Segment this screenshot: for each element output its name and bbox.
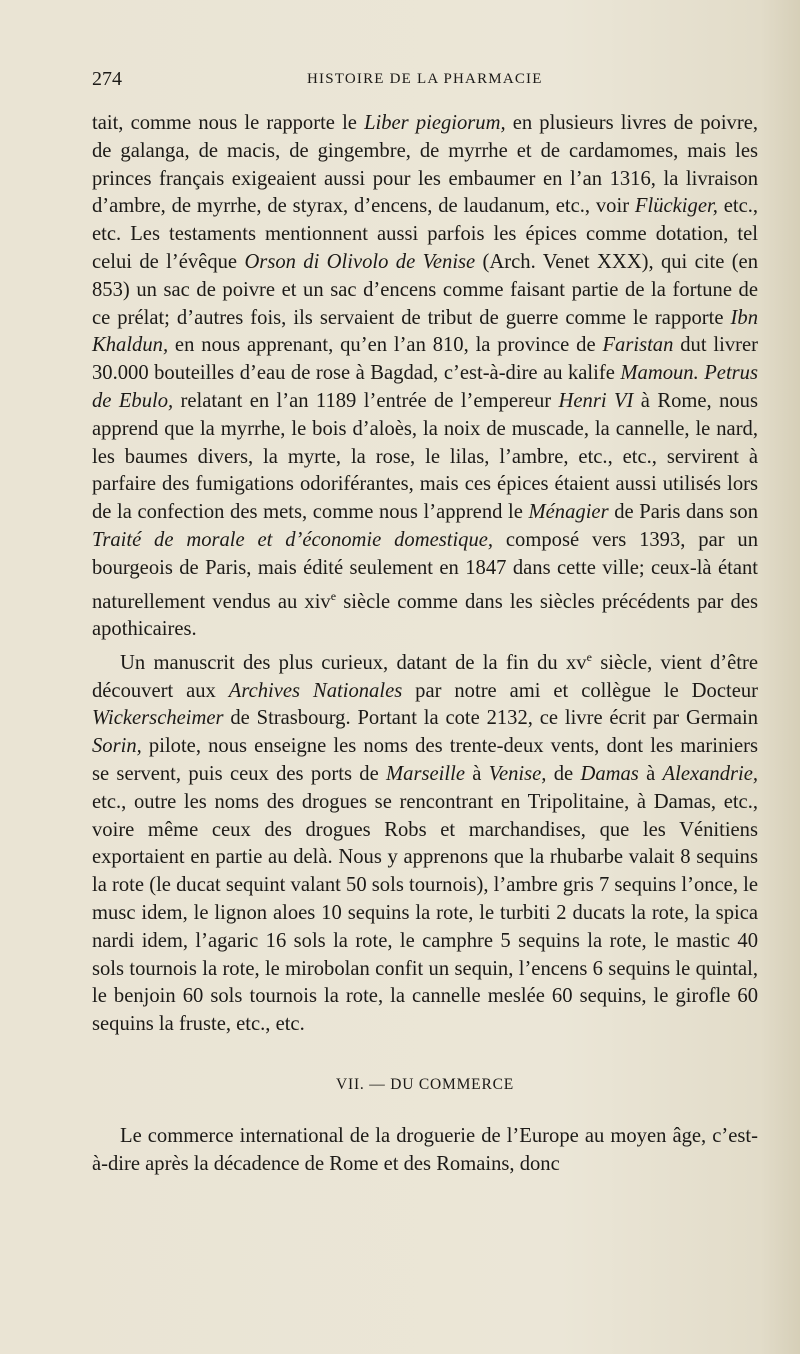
text-run: à <box>638 763 663 786</box>
text-run: etc., outre les noms des drogues se rencontrant en Tripolitaine, à Damas, etc., voire même ceux des drogues Robs et marchandises, que les Vénitiens exportaient en partie au delà. Nous y apprenons que la rhubarbe valait 8 sequins la rote (le ducat sequint valant 50 sols tournois), l’ambre gris 7 sequins l’once, le musc idem, le lignon aloes 10 sequins la rote, le turbiti 2 ducats la rote, la spica nardi idem, l’agaric 16 sols la rote, le camphre 5 sequins la rote, le mastic 40 sols tournois la rote, le mirobolan confit un sequin, l’encens 6 sequins le quintal, le benjoin 60 sols tournois la rote, la cannelle meslée 60 sequins, le girofle 60 sequins la fruste, etc., etc. <box>92 790 758 1036</box>
italic-place: Faristan <box>602 334 674 357</box>
text-run: en plusieurs livres de poivre, de galanga, de macis, de gingembre, de myrrhe et de cardamomes, mais les princes français exigeaient aussi pour les embaumer en l’an 1316, la livraison d’ambre, de myrrhe, de styrax, d’encens, de laudanum, etc., voir <box>92 112 758 218</box>
closing-text <box>92 1123 758 1179</box>
italic-place: Marseille <box>386 763 465 786</box>
text-run: à <box>464 763 489 786</box>
text-run: dut livrer 30.000 bouteilles d’eau de rose à Bagdad, c’est-à-dire au kalife <box>92 334 758 385</box>
italic-place: Damas <box>580 763 639 786</box>
paragraph-2 <box>92 644 758 1039</box>
superscript: e <box>330 588 337 603</box>
running-header <box>92 68 758 96</box>
text-run: par notre ami et collègue le Docteur <box>402 679 758 702</box>
italic-institution: Archives Nationales <box>228 679 403 702</box>
text-run: etc., etc. Les testaments mentionnent aussi parfois les épices comme dotation, tel celui de l’évêque <box>92 195 759 273</box>
text-run: de <box>546 763 581 786</box>
section-heading: VII. — DU COMMERCE <box>335 1076 514 1093</box>
text-run: siècle, vient d’être découvert aux <box>92 651 758 702</box>
text-run: de Strasbourg. Portant la cote 2132, ce livre écrit par Germain <box>223 707 758 730</box>
text-run: pilote, nous enseigne les noms des trente-deux vents, dont les mariniers se servent, puis ceux des ports de <box>92 735 758 786</box>
italic-name: Mamoun. Petrus de Ebulo, <box>92 362 758 412</box>
text-run: de Paris dans son <box>608 501 759 524</box>
italic-name: Henri VI <box>558 389 634 412</box>
text-run: Un manuscrit des plus curieux, datant de la fin du xv <box>120 651 587 674</box>
italic-name: Wickerscheimer <box>92 707 224 730</box>
text-run: relatant en l’an 1189 l’entrée de l’empereur <box>173 389 559 412</box>
main-text <box>92 110 758 1039</box>
italic-author: Flückiger, <box>634 195 718 218</box>
italic-name: Sorin, <box>92 735 142 758</box>
italic-name: Orson di Olivolo de Venise <box>244 250 476 273</box>
superscript: e <box>586 650 592 664</box>
text-run: (Arch. Venet XXX), qui cite (en 853) un sac de poivre et un sac d’encens comme faisant partie de la fortune de ce prélat; d’autres fois, ils servaient de tribut de guerre comme le rapporte <box>92 250 758 329</box>
italic-title: Ménagier <box>528 501 609 524</box>
paragraph-1 <box>92 110 758 644</box>
italic-title: Liber piegiorum, <box>364 112 506 134</box>
running-title: HISTOIRE DE LA PHARMACIE <box>307 71 543 87</box>
italic-place: Venise, <box>488 763 547 786</box>
italic-place: Alexandrie, <box>662 763 759 786</box>
text-run: siècle comme dans les siècles précédents par des apothicaires. <box>92 590 758 641</box>
italic-title: Traité de morale et d’économie domestique, <box>92 528 494 551</box>
text-run: composé vers 1393, par un bourgeois de Paris, mais édité seulement en 1847 dans cette ville; ceux-là étant naturellement vendus au xiv <box>92 528 758 613</box>
text-run: tait, comme nous le rapporte le <box>92 112 365 134</box>
text-run: à Rome, nous apprend que la myrrhe, le bois d’aloès, la noix de muscade, la cannelle, le nard, les baumes divers, la myrte, la rose, le lilas, l’ambre, etc., etc., servirent à parfaire des fumigations odoriférantes, mais ces épices étaient aussi utilisés lors de la confection des mets, comme nous l’apprend le <box>92 389 758 524</box>
italic-name: Ibn Khaldun, <box>92 306 758 357</box>
page-number: 274 <box>92 68 122 90</box>
paragraph-3: Le commerce international de la droguerie de l’Europe au moyen âge, c’est-à-dire après la décadence de Rome et des Romains, donc <box>92 1125 758 1175</box>
text-run: en nous apprenant, qu’en l’an 810, la province de <box>168 334 603 357</box>
